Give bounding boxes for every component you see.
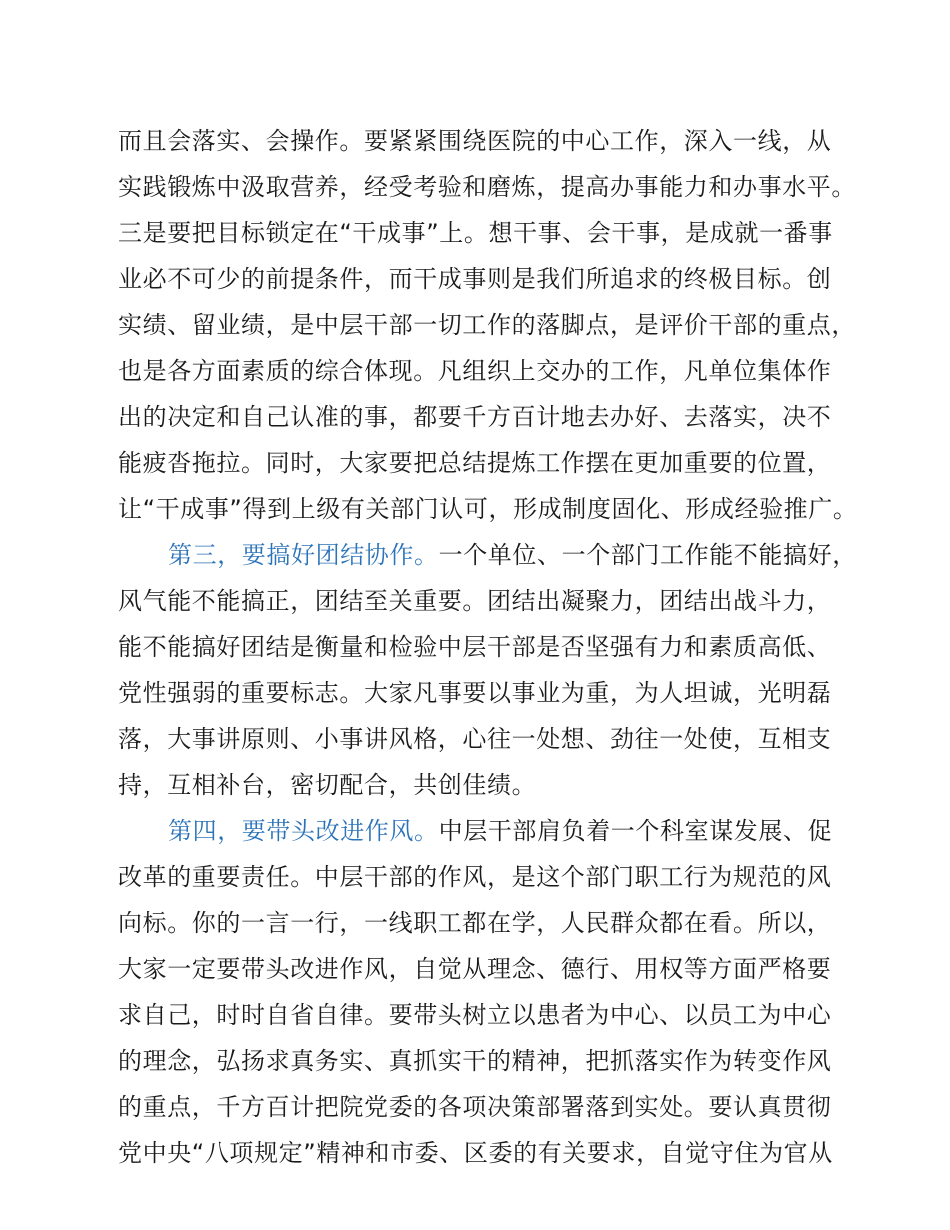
text-line: 改革的重要责任。中层干部的作风，是这个部门职工行为规范的风 — [118, 863, 832, 891]
text-span: 一个单位、一个部门工作能不能搞好， — [438, 541, 857, 569]
text-line: 能疲沓拖拉。同时，大家要把总结提炼工作摆在更加重要的位置， — [118, 449, 832, 477]
text-line: 风气能不能搞正，团结至关重要。团结出凝聚力，团结出战斗力， — [118, 587, 832, 615]
text-line: 实践锻炼中汲取营养，经受考验和磨炼，提高办事能力和办事水平。 — [118, 173, 856, 201]
section-heading-third: 第三，要搞好团结协作。 — [168, 541, 439, 569]
text-line: 向标。你的一言一行，一线职工都在学，人民群众都在看。所以， — [118, 909, 832, 937]
text-line: 业必不可少的前提条件，而干成事则是我们所追求的终极目标。创 — [118, 265, 832, 293]
text-line: 大家一定要带头改进作风，自觉从理念、德行、用权等方面严格要 — [118, 955, 832, 983]
text-line: 的重点，千方百计把院党委的各项决策部署落到实处。要认真贯彻 — [118, 1093, 832, 1121]
text-line: 落，大事讲原则、小事讲风格，心往一处想、劲往一处使，互相支 — [118, 725, 832, 753]
text-line: 党性强弱的重要标志。大家凡事要以事业为重，为人坦诚，光明磊 — [118, 679, 832, 707]
document-page — [118, 118, 858, 1176]
text-line: 能不能搞好团结是衡量和检验中层干部是否坚强有力和素质高低、 — [118, 633, 832, 661]
paragraph-first-line — [118, 808, 858, 854]
text-line: 而且会落实、会操作。要紧紧围绕医院的中心工作，深入一线，从 — [118, 127, 832, 155]
text-line: 党中央“八项规定”精神和市委、区委的有关要求，自觉守住为官从 — [118, 1139, 833, 1167]
text-line: 也是各方面素质的综合体现。凡组织上交办的工作，凡单位集体作 — [118, 357, 832, 385]
text-span: 中层干部肩负着一个科室谋发展、促 — [438, 817, 833, 845]
text-line: 三是要把目标锁定在“干成事”上。想干事、会干事，是成就一番事 — [118, 219, 833, 247]
paragraph-first-line — [118, 532, 858, 578]
text-line: 让“干成事”得到上级有关部门认可，形成制度固化、形成经验推广。 — [118, 495, 858, 523]
text-line: 的理念，弘扬求真务实、真抓实干的精神，把抓落实作为转变作风 — [118, 1047, 832, 1075]
text-line: 出的决定和自己认准的事，都要千方百计地去办好、去落实，决不 — [118, 403, 832, 431]
text-line: 持，互相补台，密切配合，共创佳绩。 — [118, 771, 537, 799]
text-line: 求自己，时时自省自律。要带头树立以患者为中心、以员工为中心 — [118, 1001, 832, 1029]
section-heading-fourth: 第四，要带头改进作风。 — [168, 817, 439, 845]
text-line: 实绩、留业绩，是中层干部一切工作的落脚点，是评价干部的重点， — [118, 311, 856, 339]
